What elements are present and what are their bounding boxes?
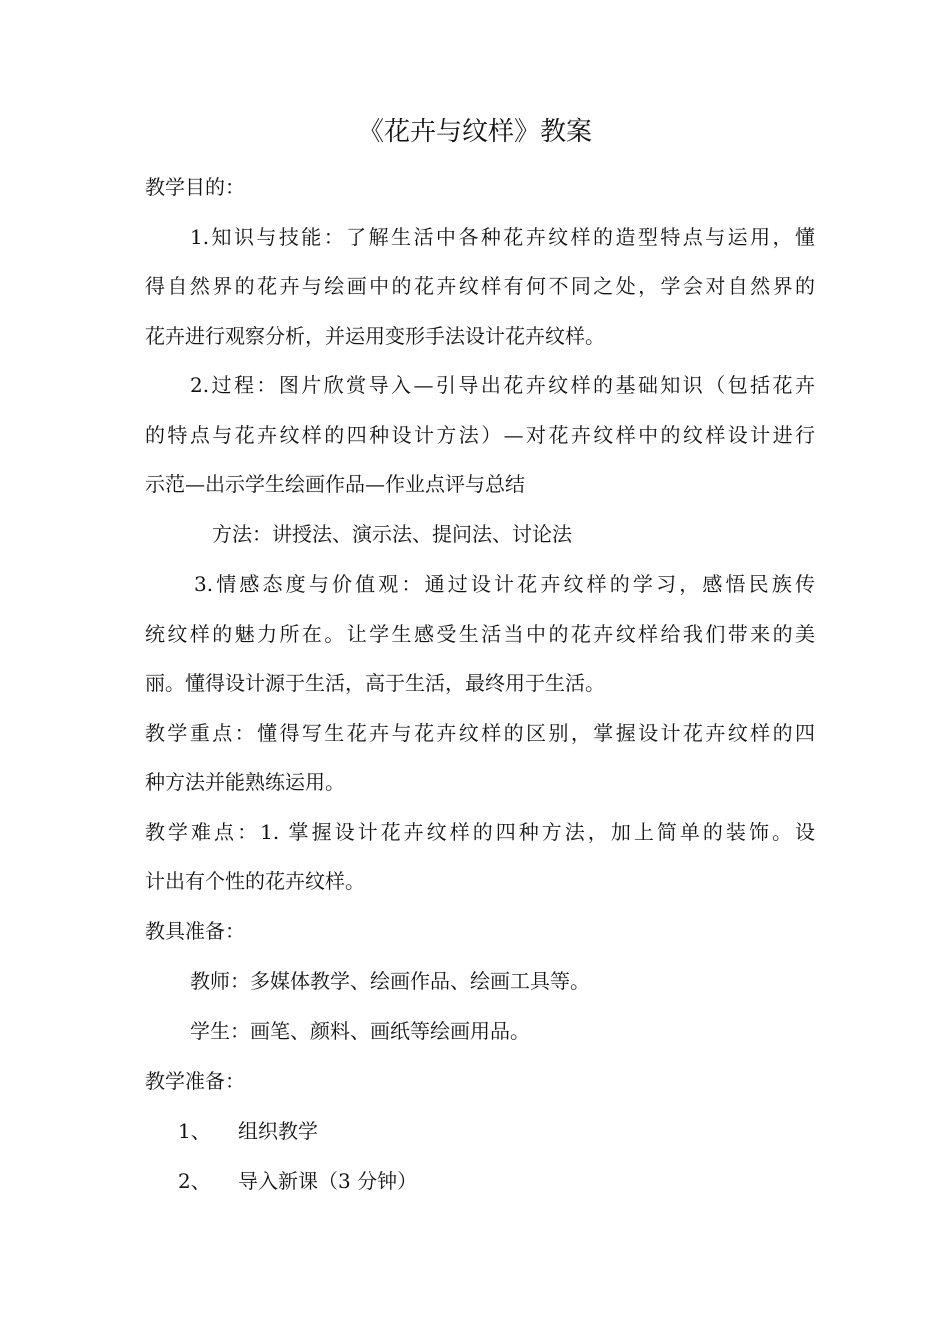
goal-1-line-1: 1.知识与技能：了解生活中各种花卉纹样的造型特点与运用，懂 — [190, 225, 815, 249]
prep-item — [178, 1114, 815, 1148]
tools-heading: 教具准备： — [145, 919, 245, 943]
key-points-line-2: 种方法并能熟练运用。 — [145, 770, 345, 794]
prep-item — [178, 1164, 815, 1198]
goal-3-line-1: 3.情感态度与价值观：通过设计花卉纹样的学习，感悟民族传 — [194, 572, 815, 596]
difficulties-line-2: 计出有个性的花卉纹样。 — [145, 869, 365, 893]
goal-1-line-3: 花卉进行观察分析，并运用变形手法设计花卉纹样。 — [145, 324, 605, 348]
goal-2-methods: 方法：讲授法、演示法、提问法、讨论法 — [212, 522, 572, 546]
prep-item-text: 导入新课（3 分钟） — [238, 1169, 418, 1193]
difficulties-line-1: 教学难点：1. 掌握设计花卉纹样的四种方法，加上简单的装饰。设 — [145, 820, 815, 844]
tools-student: 学生：画笔、颜料、画纸等绘画用品。 — [190, 1019, 530, 1043]
goal-2-line-3: 示范—出示学生绘画作品—作业点评与总结 — [145, 472, 525, 496]
goal-2-line-1: 2.过程：图片欣赏导入—引导出花卉纹样的基础知识（包括花卉 — [190, 373, 815, 397]
goal-1-line-2: 得自然界的花卉与绘画中的花卉纹样有何不同之处，学会对自然界的 — [145, 274, 815, 298]
teaching-goals-heading: 教学目的： — [145, 175, 245, 199]
tools-teacher: 教师：多媒体教学、绘画作品、绘画工具等。 — [190, 969, 590, 993]
goal-3-line-2: 统纹样的魅力所在。让学生感受生活当中的花卉纹样给我们带来的美 — [145, 622, 815, 646]
prep-heading: 教学准备： — [145, 1069, 245, 1093]
key-points-line-1: 教学重点：懂得写生花卉与花卉纹样的区别，掌握设计花卉纹样的四 — [145, 721, 815, 745]
prep-item-number: 1、 — [178, 1119, 211, 1143]
document-title: 《花卉与纹样》教案 — [357, 117, 592, 147]
goal-2-line-2: 的特点与花卉纹样的四种设计方法）—对花卉纹样中的纹样设计进行 — [145, 423, 815, 447]
prep-item-text: 组织教学 — [238, 1119, 318, 1143]
prep-item-number: 2、 — [178, 1169, 211, 1193]
goal-3-line-3: 丽。懂得设计源于生活，高于生活，最终用于生活。 — [145, 671, 605, 695]
